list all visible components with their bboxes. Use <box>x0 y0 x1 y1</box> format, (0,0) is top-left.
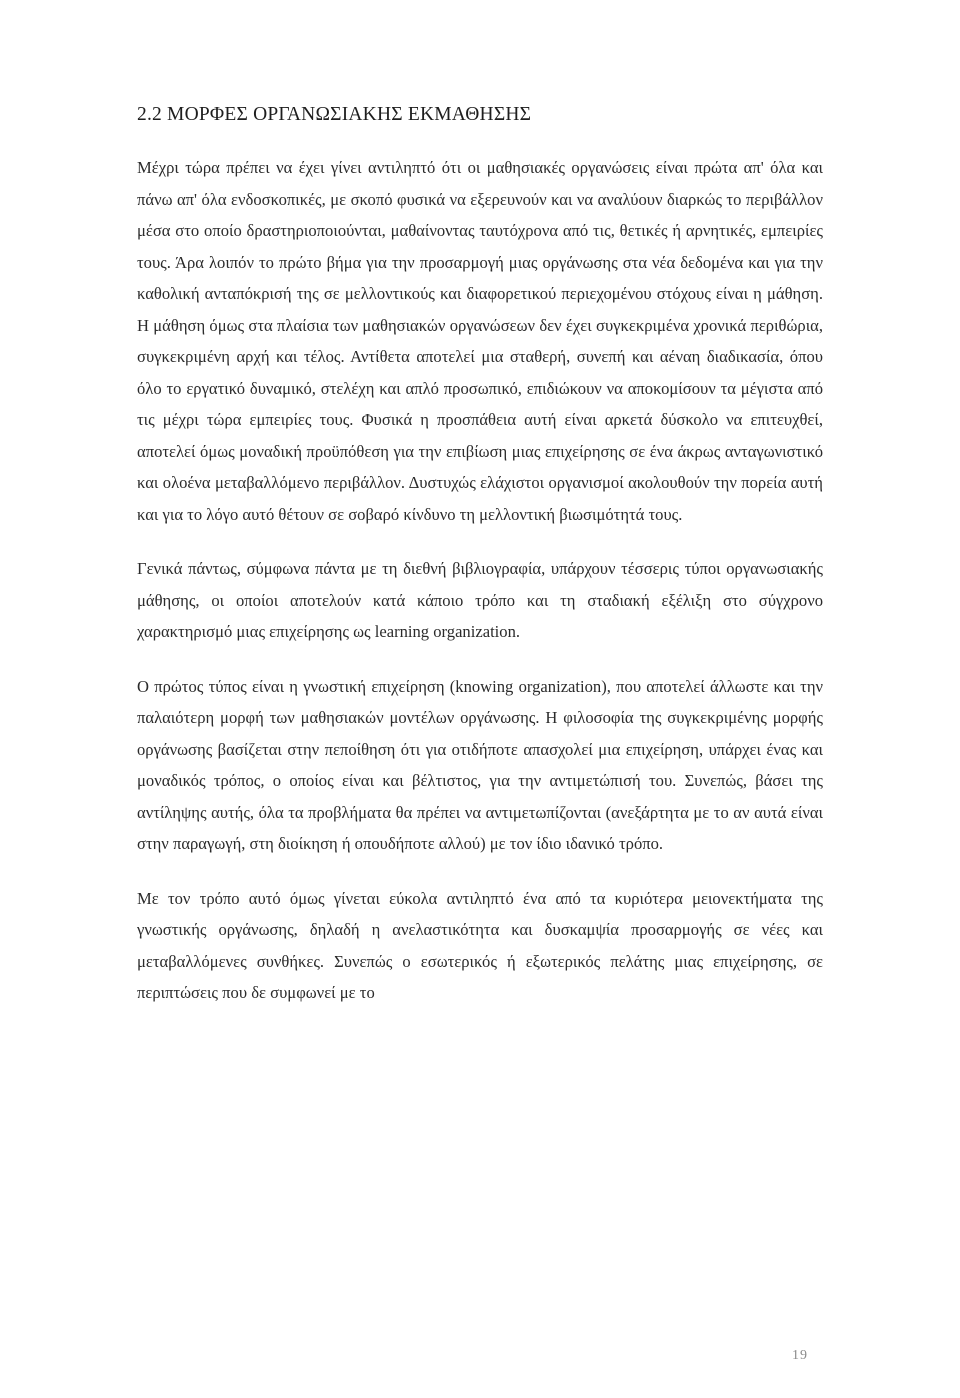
paragraph-disadvantages: Με τον τρόπο αυτό όμως γίνεται εύκολα αντιληπτό ένα από τα κυριότερα μειονεκτήματα της γνωστικής οργάνωσης, δηλαδή η ανελαστικότητα και δυσκαμψία προσαρμογής σε νέες και μεταβαλλόμενες συνθήκες. Συνεπώς ο εσωτερικός ή εξωτερικός πελάτης μιας επιχείρησης, σε περιπτώσεις που δε συμφωνεί με το <box>137 888 823 1002</box>
paragraph-learning-organizations: Μέχρι τώρα πρέπει να έχει γίνει αντιληπτό ότι οι μαθησιακές οργανώσεις είναι πρώτα απ' όλα και πάνω απ' όλα ενδοσκοπικές, με σκοπό φυσικά να εξερευνούν και να αναλύουν διαρκώς το περιβάλλον μέσα στο οποίο δραστηριοποιούνται, μαθαίνοντας ταυτόχρονα από τις, θετικές ή αρνητικές, εμπειρίες τους. Άρα λοιπόν το πρώτο βήμα για την προσαρμογή μιας οργάνωσης στα νέα δεδομένα και για την καθολική ανταπόκρισή της σε μελλοντικούς και διαφορετικού περιεχομένου στόχους είναι η μάθηση. Η μάθηση όμως στα πλαίσια των μαθησιακών οργανώσεων δεν έχει συγκεκριμένα χρονικά περιθώρια, συγκεκριμένη αρχή και τέλος. Αντίθετα αποτελεί μια σταθερή, συνεπή και αέναη διαδικασία, όπου όλο το εργατικό δυναμικό, στελέχη και απλό προσωπικό, επιδιώκουν να αποκομίσουν τα μέγιστα από τις μέχρι τώρα εμπειρίες τους. Φυσικά η προσπάθεια αυτή είναι αρκετά δύσκολο να επιτευχθεί, αποτελεί όμως μοναδική προϋπόθεση για την επιβίωση μιας επιχείρησης σε ένα άκρως ανταγωνιστικό και ολοένα μεταβαλλόμενο περιβάλλον. Δυστυχώς ελάχιστοι οργανισμοί ακολουθούν την πορεία αυτή και για το λόγο αυτό θέτουν σε σοβαρό κίνδυνο τη μελλοντική βιωσιμότητά τους. <box>137 158 823 524</box>
section-heading: 2.2 ΜΟΡΦΕΣ ΟΡΓΑΝΩΣΙΑΚΗΣ ΕΚΜΑΘΗΣΗΣ <box>137 104 532 125</box>
page-content <box>137 100 823 1032</box>
page-number: 19 <box>792 1348 808 1363</box>
paragraph-knowing-organization: Ο πρώτος τύπος είναι η γνωστική επιχείρηση (knowing organization), που αποτελεί άλλωστε και την παλαιότερη μορφή των μαθησιακών μοντέλων οργάνωσης. Η φιλοσοφία της συγκεκριμένης μορφής οργάνωσης βασίζεται στην πεποίθηση ότι για οτιδήποτε απασχολεί μια επιχείρηση, υπάρχει ένας και μοναδικός τρόπος, ο οποίος είναι και βέλτιστος, για την αντιμετώπισή του. Συνεπώς, βάσει της αντίληψης αυτής, όλα τα προβλήματα θα πρέπει να αντιμετωπίζονται (ανεξάρτητα με το αν αυτά είναι στην παραγωγή, στη διοίκηση ή οπουδήποτε αλλού) με τον ίδιο ιδανικό τρόπο. <box>137 676 823 853</box>
paragraph-four-types: Γενικά πάντως, σύμφωνα πάντα με τη διεθνή βιβλιογραφία, υπάρχουν τέσσερις τύποι οργανωσιακής μάθησης, οι οποίοι αποτελούν κατά κάποιο τρόπο και τη σταδιακή εξέλιξη στο σύγχρονο χαρακτηρισμό μιας επιχείρησης ως learning organization. <box>137 559 823 641</box>
